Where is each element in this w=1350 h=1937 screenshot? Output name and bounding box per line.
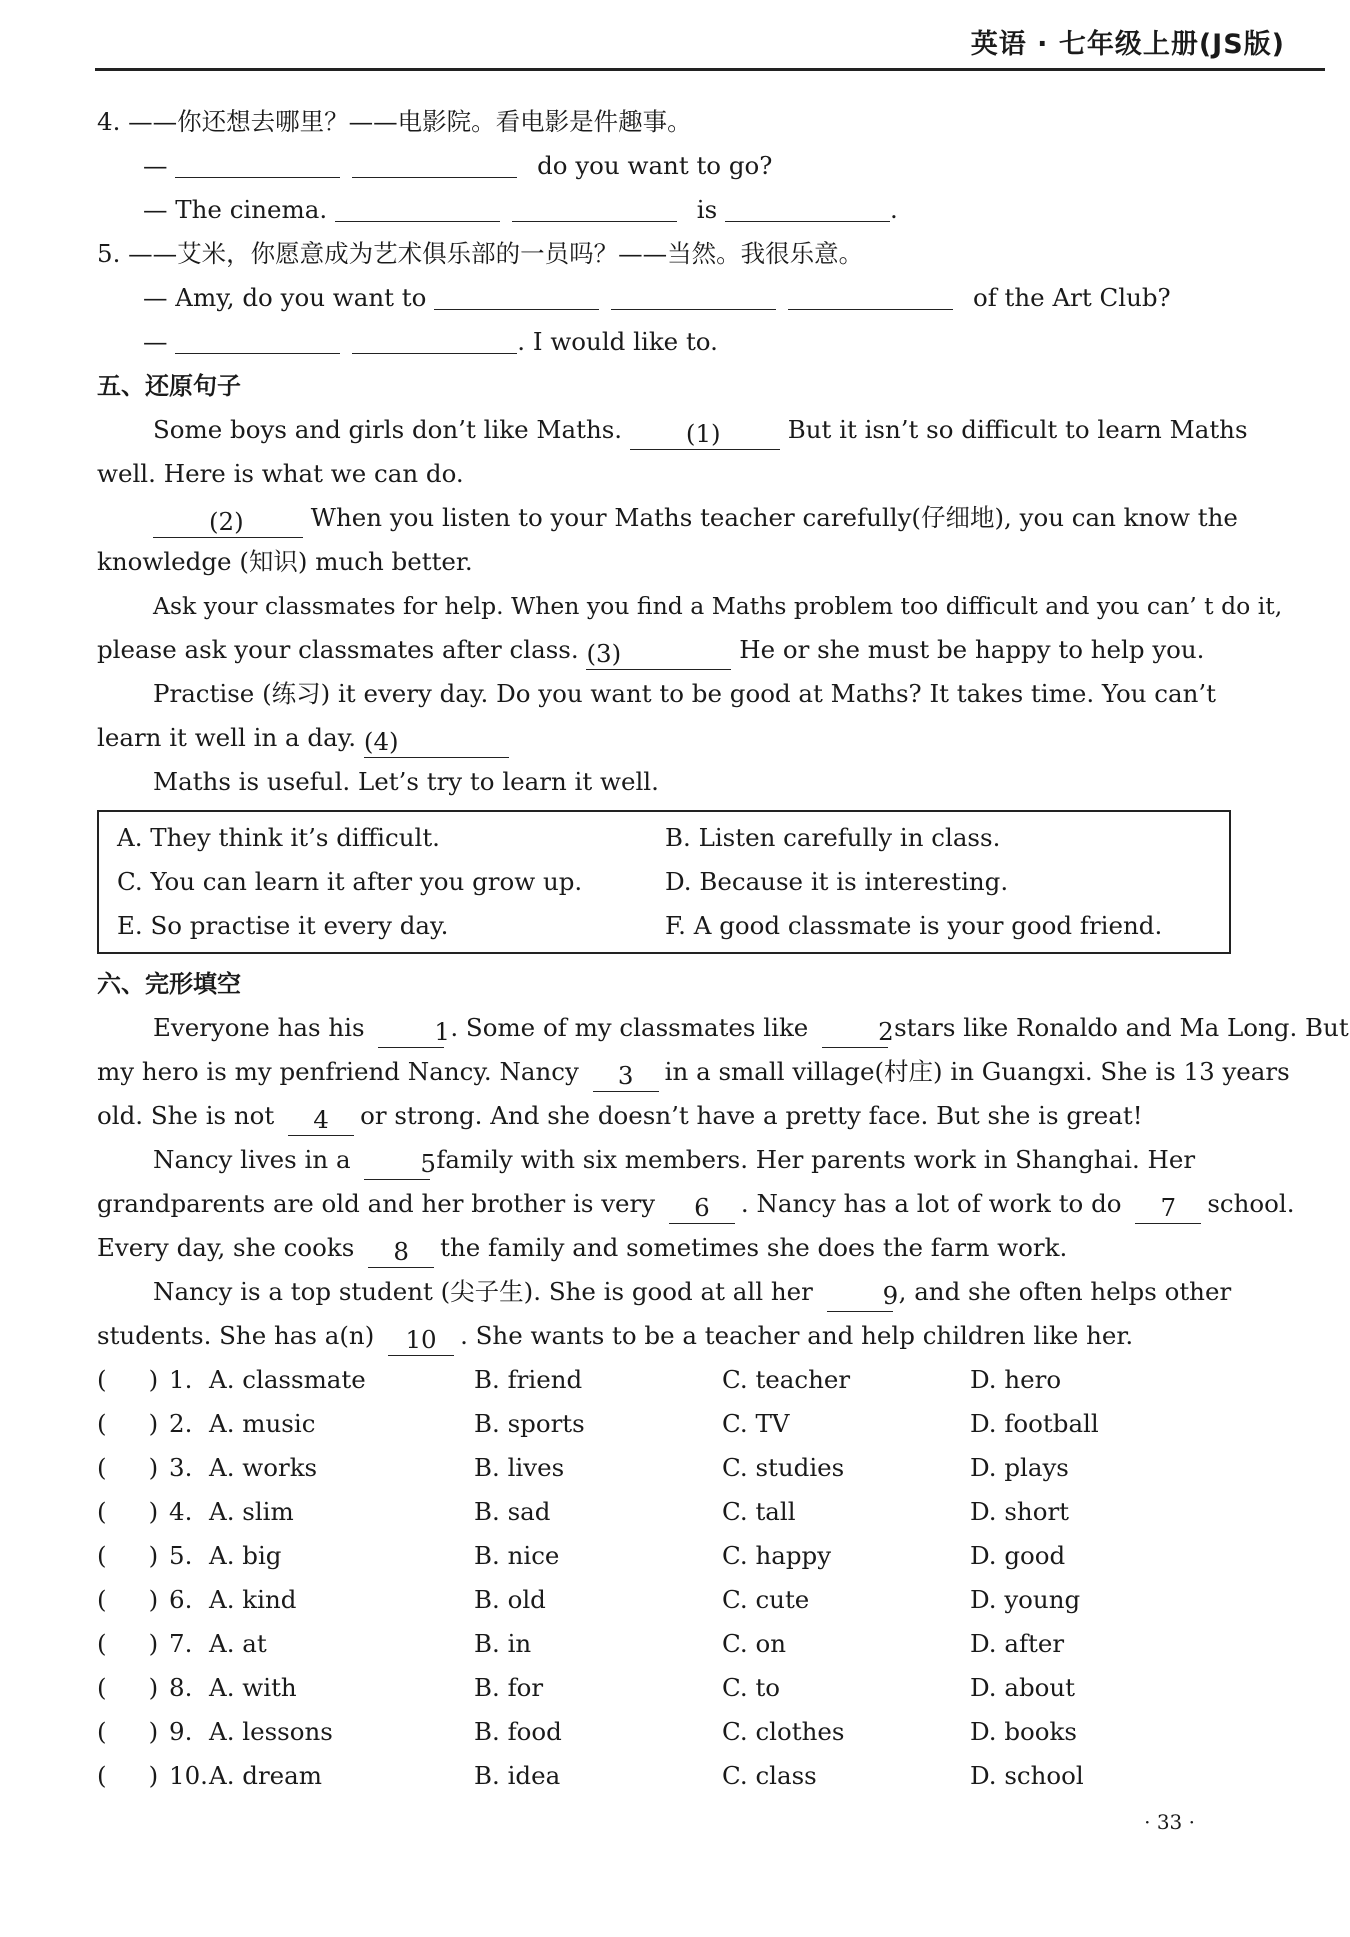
choice-a: A. at xyxy=(209,1629,267,1658)
cloze-text: . Some of my classmates like xyxy=(450,1013,809,1042)
q4-text: is xyxy=(696,195,718,224)
choice-d: D. books xyxy=(970,1717,1077,1746)
choice-row xyxy=(97,1490,1227,1534)
choice-a: A. big xyxy=(209,1541,282,1570)
cloze-text: stars like Ronaldo and Ma Long. But xyxy=(894,1013,1349,1042)
choice-c: C. teacher xyxy=(722,1365,851,1394)
passage-line: Maths is useful. Let’s try to learn it well. xyxy=(153,767,659,796)
choice-c: C. happy xyxy=(722,1541,832,1570)
section-title: 五、还原句子 xyxy=(97,372,241,400)
paren-open: ( xyxy=(97,1365,107,1394)
option-e: E. So practise it every day. xyxy=(117,911,449,940)
paren-close: ) xyxy=(148,1585,159,1614)
header-title: 英语 · 七年级上册(JS版) xyxy=(970,29,1285,60)
answer-blank[interactable] xyxy=(434,279,599,310)
answer-blank[interactable] xyxy=(725,191,890,222)
choice-c: C. to xyxy=(722,1673,781,1702)
choice-b: B. sad xyxy=(474,1497,551,1526)
paren-close: ) xyxy=(148,1365,159,1394)
passage-line xyxy=(97,628,1227,672)
answer-blank[interactable] xyxy=(512,191,677,222)
paren-open: ( xyxy=(97,1761,107,1790)
answer-paren[interactable] xyxy=(97,1710,169,1754)
answer-blank[interactable] xyxy=(335,191,500,222)
question-number: 7. xyxy=(169,1629,193,1658)
choice-b: B. sports xyxy=(474,1409,585,1438)
cloze-line xyxy=(97,1094,1227,1138)
q5-text: — Amy, do you want to xyxy=(143,283,427,312)
question-number: 9. xyxy=(169,1717,193,1746)
answer-paren[interactable] xyxy=(97,1358,169,1402)
cloze-text: . She wants to be a teacher and help children like her. xyxy=(460,1321,1134,1350)
q4-prompt: 4. ——你还想去哪里？——电影院。看电影是件趣事。 xyxy=(97,107,692,136)
answer-paren[interactable] xyxy=(97,1666,169,1710)
blank-number: (3) xyxy=(586,639,622,668)
choice-d: D. hero xyxy=(970,1365,1062,1394)
passage-line xyxy=(97,496,1238,540)
q5-prompt: 5. ——艾米，你愿意成为艺术俱乐部的一员吗？——当然。我很乐意。 xyxy=(97,239,864,268)
header-rule xyxy=(95,68,1325,71)
q4-text: . xyxy=(889,195,898,224)
cloze-blank[interactable]: 2 xyxy=(822,1017,888,1048)
choice-row xyxy=(97,1754,1227,1798)
choice-d: D. football xyxy=(970,1409,1099,1438)
choice-d: D. plays xyxy=(970,1453,1069,1482)
q5-dash: — xyxy=(143,327,168,356)
choice-a: A. lessons xyxy=(209,1717,333,1746)
cloze-line xyxy=(97,1182,1295,1226)
options-row xyxy=(117,904,1211,948)
choices-list xyxy=(97,1358,1227,1798)
paren-open: ( xyxy=(97,1541,107,1570)
answer-blank[interactable] xyxy=(611,279,776,310)
cloze-line xyxy=(97,1314,1227,1358)
paren-close: ) xyxy=(148,1761,159,1790)
q5-text: of the Art Club? xyxy=(972,283,1171,312)
cloze-text: Nancy lives in a xyxy=(153,1145,351,1174)
choice-a: A. with xyxy=(209,1673,297,1702)
choice-c: C. on xyxy=(722,1629,786,1658)
answer-blank-1[interactable] xyxy=(630,419,780,450)
choice-a: A. dream xyxy=(209,1761,323,1790)
passage-text: please ask your classmates after class. xyxy=(97,635,579,664)
choice-row xyxy=(97,1358,1227,1402)
answer-paren[interactable] xyxy=(97,1534,169,1578)
answer-blank-3[interactable] xyxy=(586,639,731,670)
paren-open: ( xyxy=(97,1409,107,1438)
choice-c: C. cute xyxy=(722,1585,810,1614)
choice-d: D. young xyxy=(970,1585,1081,1614)
choice-row xyxy=(97,1534,1227,1578)
blank-number: (2) xyxy=(209,507,244,536)
choice-c: C. TV xyxy=(722,1409,790,1438)
question-number: 1. xyxy=(169,1365,193,1394)
cloze-text: the family and sometimes she does the farm work. xyxy=(440,1233,1068,1262)
question-number: 6. xyxy=(169,1585,193,1614)
cloze-line xyxy=(97,1270,1232,1314)
cloze-text: Nancy is a top student (尖子生). She is good at all her xyxy=(153,1277,813,1306)
choice-c: C. tall xyxy=(722,1497,796,1526)
q4-line-2 xyxy=(97,188,1227,232)
passage-line: Ask your classmates for help. When you find a Maths problem too difficult and you can’ t do it, xyxy=(153,592,1283,620)
paren-close: ) xyxy=(148,1453,159,1482)
choice-d: D. short xyxy=(970,1497,1070,1526)
choice-a: A. works xyxy=(209,1453,318,1482)
q4-text: do you want to go? xyxy=(537,151,773,180)
choice-b: B. old xyxy=(474,1585,546,1614)
option-f: F. A good classmate is your good friend. xyxy=(665,911,1163,940)
options-row xyxy=(117,816,1211,860)
q5-line-1 xyxy=(97,276,1227,320)
choice-a: A. music xyxy=(209,1409,316,1438)
paren-open: ( xyxy=(97,1453,107,1482)
page-header xyxy=(0,0,1350,70)
answer-paren[interactable] xyxy=(97,1446,169,1490)
paren-close: ) xyxy=(148,1409,159,1438)
cloze-blank[interactable]: 3 xyxy=(593,1061,659,1092)
cloze-blank[interactable]: 8 xyxy=(368,1237,434,1268)
cloze-line xyxy=(97,1006,1349,1050)
choice-d: D. about xyxy=(970,1673,1076,1702)
passage-text: learn it well in a day. xyxy=(97,723,357,752)
option-d: D. Because it is interesting. xyxy=(665,867,1009,896)
choice-b: B. for xyxy=(474,1673,544,1702)
choice-c: C. class xyxy=(722,1761,817,1790)
cloze-text: old. She is not xyxy=(97,1101,275,1130)
paren-open: ( xyxy=(97,1585,107,1614)
choice-c: C. clothes xyxy=(722,1717,845,1746)
option-b: B. Listen carefully in class. xyxy=(665,823,1001,852)
cloze-line xyxy=(97,1050,1290,1094)
cloze-text: Everyone has his xyxy=(153,1013,365,1042)
passage-line: Practise (练习) it every day. Do you want to be good at Maths? It takes time. You can’t xyxy=(153,679,1217,708)
choice-b: B. nice xyxy=(474,1541,560,1570)
choice-row xyxy=(97,1578,1227,1622)
choice-b: B. in xyxy=(474,1629,532,1658)
answer-paren[interactable] xyxy=(97,1578,169,1622)
passage-text: But it isn’t so difficult to learn Maths xyxy=(787,415,1248,444)
answer-paren[interactable] xyxy=(97,1622,169,1666)
choice-a: A. slim xyxy=(209,1497,294,1526)
option-c: C. You can learn it after you grow up. xyxy=(117,867,583,896)
paren-open: ( xyxy=(97,1673,107,1702)
cloze-text: students. She has a(n) xyxy=(97,1321,375,1350)
page-content xyxy=(97,100,1349,1798)
choice-row xyxy=(97,1402,1227,1446)
choice-a: A. kind xyxy=(209,1585,297,1614)
cloze-text: grandparents are old and her brother is very xyxy=(97,1189,656,1218)
choice-row xyxy=(97,1666,1227,1710)
passage-line: knowledge (知识) much better. xyxy=(97,547,473,576)
choice-d: D. after xyxy=(970,1629,1065,1658)
cloze-text: my hero is my penfriend Nancy. Nancy xyxy=(97,1057,579,1086)
choice-row xyxy=(97,1710,1227,1754)
passage-text: He or she must be happy to help you. xyxy=(739,635,1205,664)
choice-c: C. studies xyxy=(722,1453,845,1482)
paren-open: ( xyxy=(97,1497,107,1526)
cloze-blank[interactable]: 4 xyxy=(288,1105,354,1136)
q4-dash: — xyxy=(143,151,168,180)
paren-close: ) xyxy=(148,1673,159,1702)
cloze-blank[interactable]: 7 xyxy=(1135,1193,1201,1224)
answer-paren[interactable] xyxy=(97,1754,169,1798)
question-number: 8. xyxy=(169,1673,193,1702)
choice-row xyxy=(97,1622,1227,1666)
q4-line-1 xyxy=(97,144,1227,188)
question-number: 4. xyxy=(169,1497,193,1526)
cloze-text: school. xyxy=(1207,1189,1295,1218)
cloze-text: in a small village(村庄) in Guangxi. She is 13 years xyxy=(664,1057,1290,1086)
choice-b: B. idea xyxy=(474,1761,561,1790)
q5-text: . I would like to. xyxy=(517,327,718,356)
question-number: 5. xyxy=(169,1541,193,1570)
paren-open: ( xyxy=(97,1717,107,1746)
cloze-blank[interactable]: 10 xyxy=(388,1325,454,1356)
paren-close: ) xyxy=(148,1497,159,1526)
blank-number: (4) xyxy=(363,727,399,756)
choice-b: B. food xyxy=(474,1717,562,1746)
passage-text: When you listen to your Maths teacher carefully(仔细地), you can know the xyxy=(310,503,1238,532)
q4-text: — The cinema. xyxy=(143,195,328,224)
paren-open: ( xyxy=(97,1629,107,1658)
cloze-blank[interactable]: 9 xyxy=(827,1281,893,1312)
choice-b: B. friend xyxy=(474,1365,583,1394)
passage-line xyxy=(97,716,1227,760)
question-number: 3. xyxy=(169,1453,193,1482)
answer-paren[interactable] xyxy=(97,1490,169,1534)
cloze-text: . Nancy has a lot of work to do xyxy=(740,1189,1122,1218)
cloze-text: family with six members. Her parents work in Shanghai. Her xyxy=(436,1145,1196,1174)
passage-line xyxy=(97,408,1248,452)
options-box xyxy=(97,810,1231,954)
cloze-text: , and she often helps other xyxy=(898,1277,1232,1306)
option-a: A. They think it’s difficult. xyxy=(117,823,440,852)
paren-close: ) xyxy=(148,1541,159,1570)
answer-blank-2[interactable] xyxy=(153,507,303,538)
answer-paren[interactable] xyxy=(97,1402,169,1446)
question-number: 2. xyxy=(169,1409,193,1438)
choice-b: B. lives xyxy=(474,1453,565,1482)
answer-blank-4[interactable] xyxy=(364,727,509,758)
cloze-blank[interactable]: 5 xyxy=(364,1149,430,1180)
cloze-text: Every day, she cooks xyxy=(97,1233,355,1262)
cloze-blank[interactable]: 6 xyxy=(669,1193,735,1224)
blank-number: (1) xyxy=(685,419,721,448)
page-number: · 33 · xyxy=(1144,1810,1195,1834)
question-number: 10. xyxy=(169,1761,208,1790)
answer-blank[interactable] xyxy=(352,323,517,354)
cloze-line xyxy=(97,1226,1227,1270)
section-title: 六、完形填空 xyxy=(97,970,241,998)
q5-line-2 xyxy=(97,320,1227,364)
cloze-passage xyxy=(97,1006,1349,1358)
answer-blank[interactable] xyxy=(175,147,340,178)
answer-blank[interactable] xyxy=(788,279,953,310)
passage-line: well. Here is what we can do. xyxy=(97,459,464,488)
choice-d: D. good xyxy=(970,1541,1066,1570)
choice-d: D. school xyxy=(970,1761,1084,1790)
choice-a: A. classmate xyxy=(209,1365,366,1394)
passage-text: Some boys and girls don’t like Maths. xyxy=(153,415,623,444)
cloze-line xyxy=(97,1138,1227,1182)
options-row xyxy=(117,860,1211,904)
paren-close: ) xyxy=(148,1717,159,1746)
answer-blank[interactable] xyxy=(175,323,340,354)
answer-blank[interactable] xyxy=(352,147,517,178)
paren-close: ) xyxy=(148,1629,159,1658)
cloze-text: or strong. And she doesn’t have a pretty face. But she is great! xyxy=(360,1101,1143,1130)
cloze-blank[interactable]: 1 xyxy=(378,1017,444,1048)
choice-row xyxy=(97,1446,1227,1490)
